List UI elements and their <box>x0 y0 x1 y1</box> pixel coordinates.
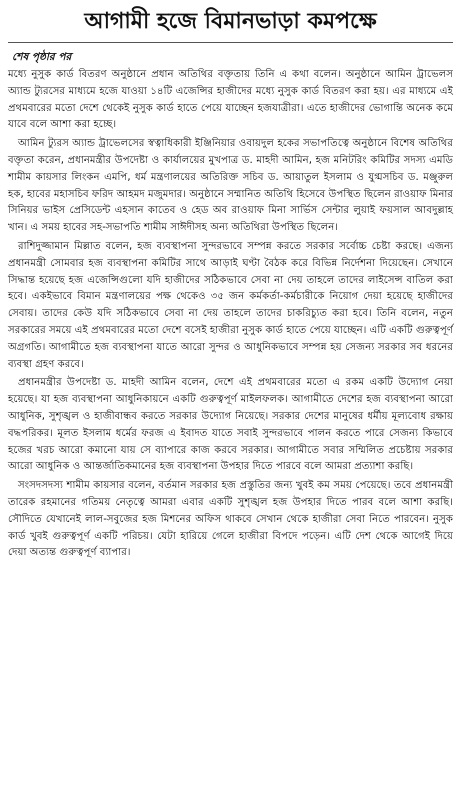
article-paragraph: আমিন ট্যুরস অ্যান্ড ট্রাভেলসের স্বত্বাধিকারী ইঞ্জিনিয়ার ওবায়দুল হকের সভাপতিত্বে অনুষ্ঠানে বিশেষ অতিথির বক্তৃতা করেন, প্রধানমন্ত্রীর উপদেষ্টা ও কার্যালয়ের মুখপাত্র ড. মাহদী আমিন, হজ মনিটরিং কমিটির সদস্য এমডি শামীম কায়সার লিংকন এমপি, ধর্ম মন্ত্রণালয়ের অতিরিক্ত সচিব ড. আয়াতুল ইসলাম ও যুগ্মসচিব ড. মঞ্জুরুল হক, হাবের মহাসচিব ফরিদ আহমদ মজুমদার। অনুষ্ঠানে সম্মানিত অতিথি হিসেবে উপস্থিত ছিলেন রাওয়াফ মিনার সিনিয়র ভাইস প্রেসিডেন্ট এহসান কাতেব ও হেড অব রাওয়াফ মিনা সার্ভিস সেন্টার লুয়াই ফয়সাল আবদুল্লাহ খান। এ সময় হাবের সহ-সভাপতি শামীম সাঈদীসহ অন্য অতিথিরা উপস্থিত ছিলেন। <box>8 138 453 234</box>
continuation-label: শেষ পৃষ্ঠার পর <box>12 51 72 63</box>
article-headline: আগামী হজে বিমানভাড়া কমপক্ষে <box>84 9 377 34</box>
article-paragraph: মধ্যে নুসুক কার্ড বিতরণ অনুষ্ঠানে প্রধান অতিথির বক্তৃতায় তিনি এ কথা বলেন। অনুষ্ঠানে আমিন ট্রাভেলস অ্যান্ড ট্যুরসের মাধ্যমে হজে যাওয়া ১৪টি এজেন্সির হাজীদের মধ্যে নুসুক কার্ড বিতরণ করা হয়। এর মাধ্যমে এই প্রথমবারের মতো দেশে থেকেই নুসুক কার্ড হাতে পেয়ে যাচ্ছেন হজযাত্রীরা। এতে হাজীদের ভোগান্তি অনেক কমে যাবে বলে আশা করা হচ্ছে। <box>8 69 453 131</box>
article-paragraph: প্রধানমন্ত্রীর উপদেষ্টা ড. মাহদী আমিন বলেন, দেশে এই প্রথমবারের মতো এ রকম একটি উদ্যোগ নেয়া হয়েছে। যা হজ ব্যবস্থাপনা আধুনিকায়নে একটি গুরুত্বপূর্ণ মাইলফলক। আগামীতে দেশের হজ ব্যবস্থাপনা আরো আধুনিক, সুশৃঙ্খল ও হাজীবান্ধব করতে সরকার উদ্যোগ নিয়েছে। সরকার দেশের মানুষের ধর্মীয় মূল্যবোধ রক্ষায় বদ্ধপরিকর। মূলত ইসলাম ধর্মের ফরজ এ ইবাদত যাতে সবাই সুন্দরভাবে পালন করতে পারে সেজন্য কিভাবে হজের খরচ আরো কমানো যায় সে ব্যাপারে কাজ করবে সরকার। আগামীতে সবার সম্মিলিত প্রচেষ্টায় সরকার আরো আধুনিক ও আন্তর্জাতিকমানের হজ ব্যবস্থাপনা উপহার দিতে পারবে বলে আমরা প্রত্যাশা করছি। <box>8 377 453 473</box>
newspaper-article <box>0 4 461 798</box>
article-paragraph: সংসদসদস্য শামীম কায়সার বলেন, বর্তমান সরকার হজ প্রস্তুতির জন্য খুবই কম সময় পেয়েছে। তবে প্রধানমন্ত্রী তারেক রহমানের গতিময় নেতৃত্বে আমরা এবার একটি সুশৃঙ্খল হজ উপহার দিতে পারব বলে আশা করছি। সৌদিতে যেখানেই লাল-সবুজের হজ মিশনের অফিস থাকবে সেখান থেকে হাজীরা সেবা নিতে পারবেন। নুসুক কার্ড খুবই গুরুত্বপূর্ণ একটি পরিচয়। যেটা হারিয়ে গেলে হাজীরা বিপদে পড়েন। এটি দেশ থেকে আগেই দিয়ে দেয়া অত্যন্ত গুরুত্বপূর্ণ ব্যাপার। <box>8 480 453 559</box>
article-body <box>8 67 453 562</box>
article-paragraph: রাশিদুজ্জামান মিল্লাত বলেন, হজ ব্যবস্থাপনা সুন্দরভাবে সম্পন্ন করতে সরকার সর্বোচ্চ চেষ্টা করছে। এজন্য প্রধানমন্ত্রী সোমবার হজ ব্যবস্থাপনা কমিটির সাথে আড়াই ঘণ্টা বৈঠক করে বিভিন্ন নির্দেশনা দিয়েছেন। সেখানে সিদ্ধান্ত হয়েছে হজ এজেন্সিগুলো যদি হাজীদের সঠিকভাবে সেবা না দেয় তাহলে তাদের লাইসেন্স বাতিল করা হবে। একইভাবে বিমান মন্ত্রণালয়ের পক্ষ থেকেও ৩৫ জন কর্মকর্তা-কর্মচারীকে নিয়োগ দেয়া হয়েছে হাজীদের সেবায়। তাদের কেউ যদি সঠিকভাবে সেবা না দেয় তাহলে তাদের চাকরিচ্যুত করা হবে। তিনি বলেন, নতুন সরকারের সময়ে এই প্রথমবারের মতো দেশে বসেই হাজীরা নুসুক কার্ড হাতে পেয়ে যাচ্ছেন। এটি একটি গুরুত্বপূর্ণ অগ্রগতি। আগামীতে হজ ব্যবস্থাপনা যাতে আরো সুন্দর ও আধুনিকভাবে সম্পন্ন হয় সেজন্য সরকার সব ধরনের ব্যবস্থা গ্রহণ করবে। <box>8 240 453 370</box>
headline-divider <box>8 42 453 43</box>
